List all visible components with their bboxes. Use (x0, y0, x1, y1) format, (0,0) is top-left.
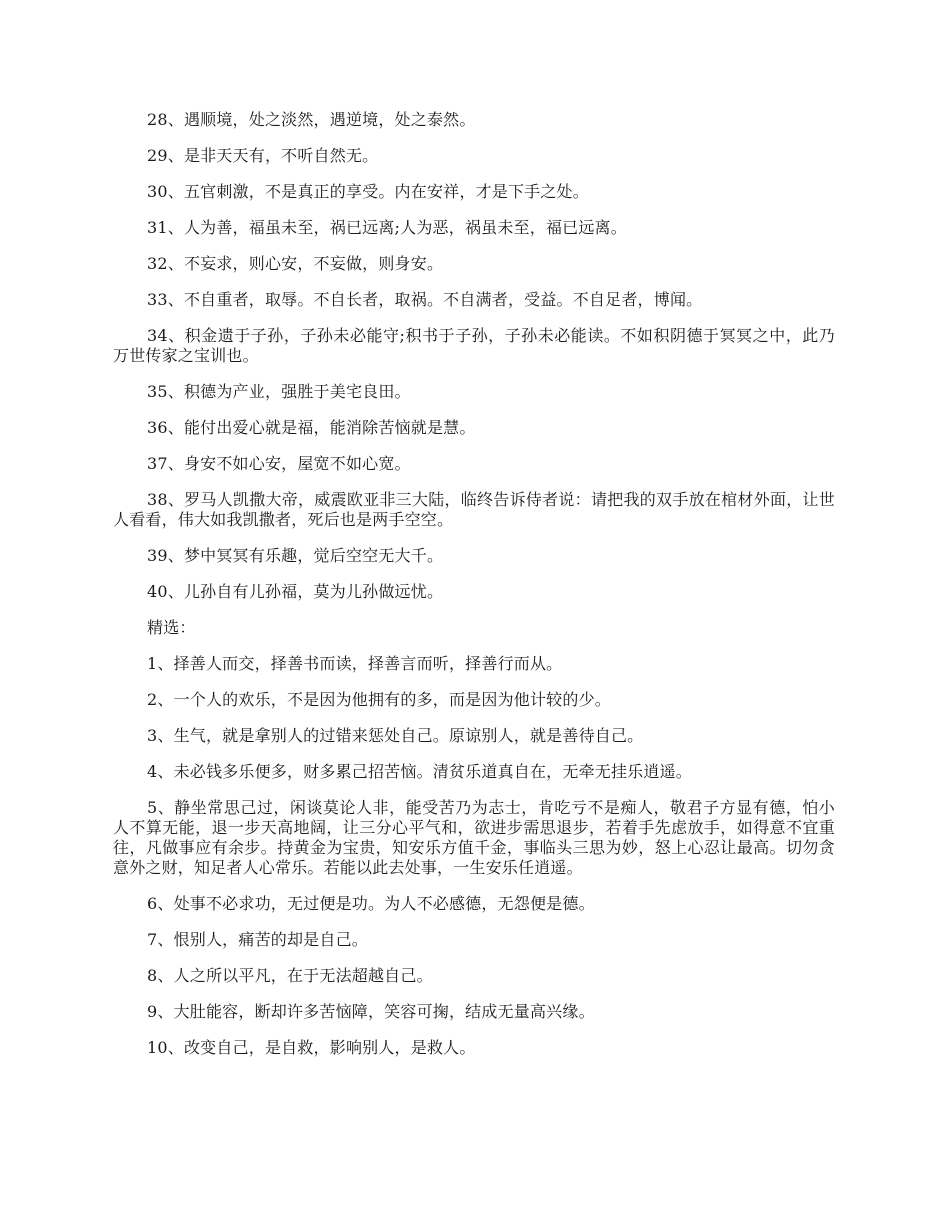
selected-paragraph-1: 1、择善人而交，择善书而读，择善言而听，择善行而从。 (147, 654, 563, 673)
paragraph-33: 33、不自重者，取辱。不自长者，取祸。不自满者，受益。不自足者，博闻。 (147, 290, 703, 309)
selected-paragraph-10: 10、改变自己，是自救，影响别人，是救人。 (147, 1038, 476, 1057)
selected-paragraph-7: 7、恨别人，痛苦的却是自己。 (147, 930, 368, 949)
document-body (113, 110, 835, 1074)
paragraph-29: 29、是非天天有，不听自然无。 (147, 146, 379, 165)
paragraph-31: 31、人为善，福虽未至，祸已远离;人为恶，祸虽未至，福已远离。 (147, 218, 627, 237)
paragraph-36: 36、能付出爱心就是福，能消除苦恼就是慧。 (147, 418, 476, 437)
selected-paragraph-6: 6、处事不必求功，无过便是功。为人不必感德，无怨便是德。 (147, 894, 595, 913)
paragraph-38: 38、罗马人凯撒大帝，威震欧亚非三大陆，临终告诉侍者说：请把我的双手放在棺材外面，让世人看看，伟大如我凯撒者，死后也是两手空空。 (113, 490, 835, 529)
paragraph-37: 37、身安不如心安，屋宽不如心宽。 (147, 454, 411, 473)
selected-paragraph-5: 5、静坐常思己过，闲谈莫论人非，能受苦乃为志士，肯吃亏不是痴人，敬君子方显有德，怕小人不算无能，退一步天高地阔，让三分心平气和，欲进步需思退步，若着手先虑放手，如得意不宜重往，凡做事应有余步。持黄金为宝贵，知安乐方值千金，事临头三思为妙，怒上心忍让最高。切勿贪意外之财，知足者人心常乐。若能以此去处事，一生安乐任逍遥。 (113, 798, 835, 877)
paragraph-32: 32、不妄求，则心安，不妄做，则身安。 (147, 254, 444, 273)
selected-paragraph-8: 8、人之所以平凡，在于无法超越自己。 (147, 966, 433, 985)
paragraph-40: 40、儿孙自有儿孙福，莫为儿孙做远忧。 (147, 582, 444, 601)
section-heading-selected: 精选： (147, 618, 196, 637)
paragraph-34: 34、积金遗于子孙，子孙未必能守;积书于子孙，子孙未必能读。不如积阴德于冥冥之中，此乃万世传家之宝训也。 (113, 326, 835, 365)
selected-paragraph-3: 3、生气，就是拿别人的过错来惩处自己。原谅别人，就是善待自己。 (147, 726, 644, 745)
selected-paragraph-4: 4、未必钱多乐便多，财多累己招苦恼。清贫乐道真自在，无牵无挂乐逍遥。 (147, 762, 692, 781)
paragraph-35: 35、积德为产业，强胜于美宅良田。 (147, 382, 411, 401)
paragraph-30: 30、五官刺激，不是真正的享受。内在安祥，才是下手之处。 (147, 182, 589, 201)
paragraph-28: 28、遇顺境，处之淡然，遇逆境，处之泰然。 (147, 110, 476, 129)
selected-paragraph-9: 9、大肚能容，断却许多苦恼障，笑容可掬，结成无量高兴缘。 (147, 1002, 595, 1021)
selected-paragraph-2: 2、一个人的欢乐，不是因为他拥有的多，而是因为他计较的少。 (147, 690, 611, 709)
paragraph-39: 39、梦中冥冥有乐趣，觉后空空无大千。 (147, 546, 444, 565)
